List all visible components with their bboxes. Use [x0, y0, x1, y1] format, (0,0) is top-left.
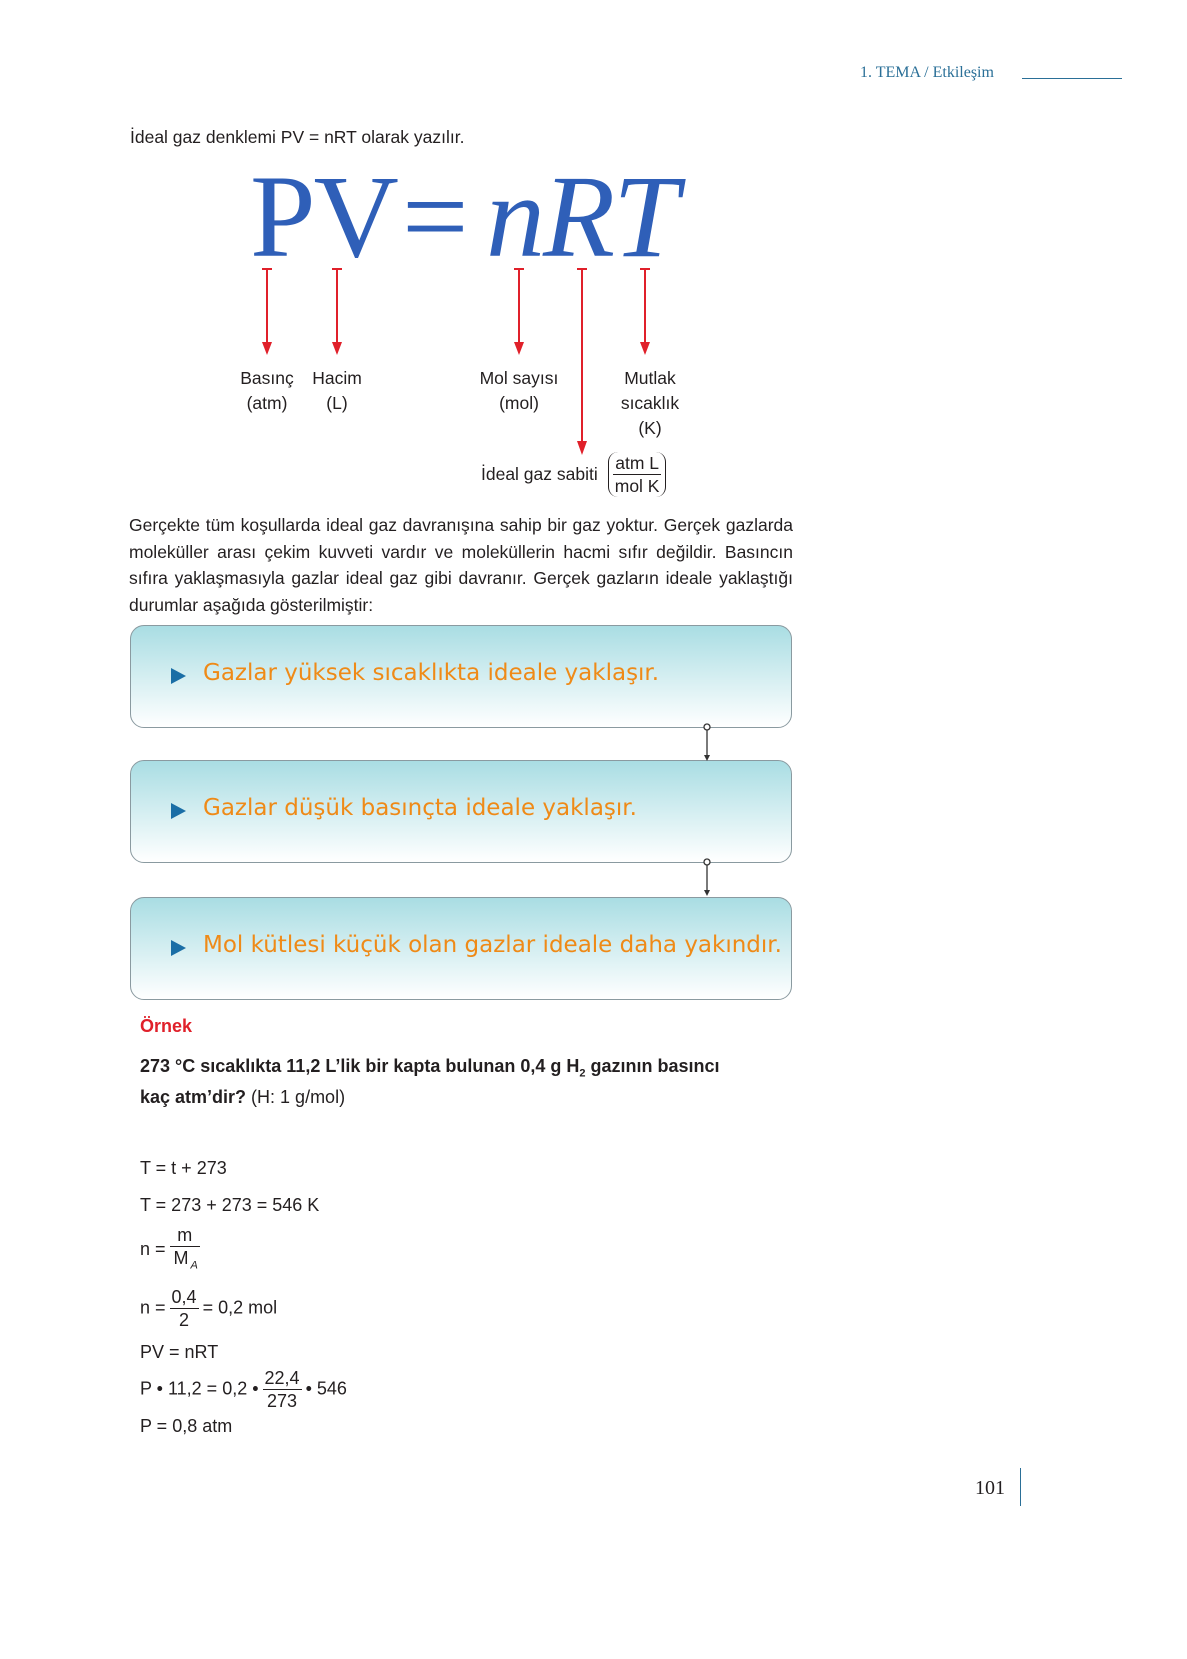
page-number: 101: [975, 1477, 1005, 1499]
connector-arrow-2: [697, 855, 717, 900]
solution-line-1: T = t + 273: [140, 1158, 227, 1178]
page-number-rule: [1020, 1468, 1021, 1506]
triangle-bullet-icon: [171, 803, 186, 819]
header-rule: [1022, 78, 1122, 79]
label-pressure: Basınç (atm): [240, 368, 294, 413]
gas-constant-label: İdeal gaz sabiti $\frac{\text{atm L}}{\text{mol K}}$: [481, 452, 666, 497]
label-moles: Mol sayısı (mol): [479, 368, 559, 413]
arrow-moles: [514, 269, 524, 355]
example-question: 273 °C sıcaklıkta 11,2 L’lik bir kapta bulunan 0,4 g $H_2$ gazının basıncı kaç atm’dir? (H: 1 g/mol): [140, 1056, 720, 1107]
solution-line-4: n = $\frac{0,4}{2}$ = 0,2 mol: [140, 1287, 278, 1330]
solution-line-7: P = 0,8 atm: [140, 1416, 233, 1436]
connector-arrow-1: [697, 720, 717, 765]
intro-text: İdeal gaz denklemi PV = nRT olarak yazılır.: [130, 127, 465, 147]
solution-line-5: PV = nRT: [140, 1342, 219, 1362]
equation-rhs: nRT: [486, 151, 677, 282]
equation-lhs: PV: [250, 151, 397, 282]
condition-box-2: Gazlar düşük basınçta ideale yaklaşır.: [130, 760, 792, 863]
section-header: 1. TEMA / Etkileşim: [860, 64, 994, 81]
arrow-temperature: [640, 269, 650, 355]
solution-line-3: n = $\frac{m}{M _A}$: [140, 1225, 198, 1272]
solution-line-6: P • 11,2 = 0,2 • $\frac{22,4}{273}$ • 546: [140, 1368, 347, 1411]
arrow-volume: [332, 269, 342, 355]
label-temperature: Mutlak sıcaklık (K): [620, 368, 680, 438]
condition-box-1: Gazlar yüksek sıcaklıkta ideale yaklaşır.: [130, 625, 792, 728]
solution-line-2: T = 273 + 273 = 546 K: [140, 1195, 320, 1215]
arrow-constant: [577, 269, 587, 455]
triangle-bullet-icon: [171, 940, 186, 956]
example-title: Örnek: [140, 1016, 193, 1036]
label-volume: Hacim (L): [312, 368, 362, 413]
condition-box-3: Mol kütlesi küçük olan gazlar ideale daha yakındır.: [130, 897, 792, 1000]
triangle-bullet-icon: [171, 668, 186, 684]
equation-equals: =: [402, 151, 467, 282]
arrow-pressure: [262, 269, 272, 355]
paragraph: Gerçekte tüm koşullarda ideal gaz davranışına sahip bir gaz yoktur. Gerçek gazlarda moleküller arası çekim kuvveti vardır ve moleküllerin hacmi sıfır değildir. Basıncın sıfıra yaklaşmasıyla gazlar ideal gaz gibi davranır. Gerçek gazların ideale yaklaştığı durumlar aşağıda gösterilmiştir:: [129, 515, 793, 615]
